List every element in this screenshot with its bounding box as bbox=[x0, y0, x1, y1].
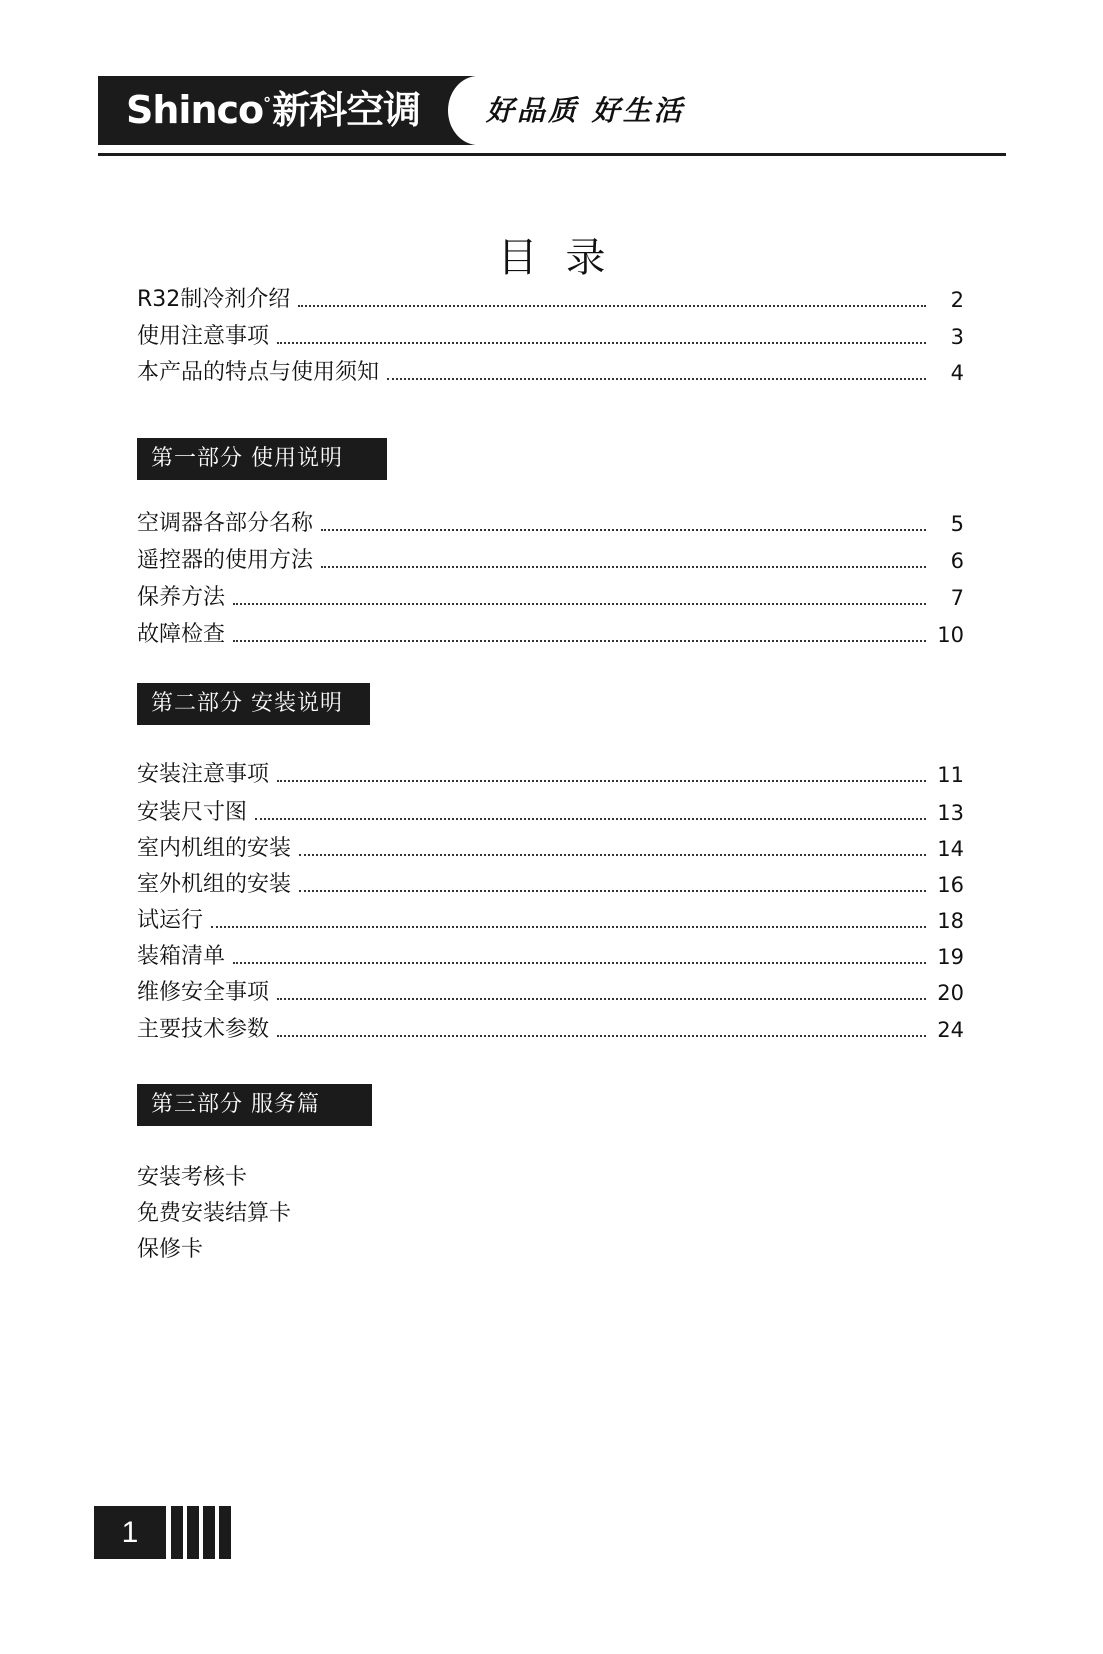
toc-page: 14 bbox=[937, 837, 964, 861]
toc-leader bbox=[299, 854, 926, 856]
toc-page: 6 bbox=[950, 549, 964, 573]
toc-label: 使用注意事项 bbox=[137, 324, 270, 349]
toc-row bbox=[137, 618, 964, 652]
toc-page: 13 bbox=[937, 801, 964, 825]
toc-row bbox=[137, 320, 964, 354]
toc-label: 室外机组的安装 bbox=[137, 872, 292, 897]
toc-page: 11 bbox=[937, 763, 964, 787]
brand-mark: ° bbox=[263, 94, 271, 113]
toc-leader bbox=[277, 1035, 926, 1037]
toc-leader bbox=[298, 305, 926, 307]
toc-row bbox=[137, 1013, 964, 1047]
brand-name: Shinco bbox=[126, 88, 264, 132]
brand-logo bbox=[126, 84, 420, 136]
slogan: 好品质 好生活 bbox=[486, 94, 685, 127]
toc-page: 20 bbox=[937, 981, 964, 1005]
toc-page: 16 bbox=[937, 873, 964, 897]
toc-row bbox=[137, 796, 964, 830]
toc-leader bbox=[277, 780, 926, 782]
stripe bbox=[203, 1506, 215, 1559]
stripe bbox=[171, 1506, 183, 1559]
toc-label: 空调器各部分名称 bbox=[137, 511, 314, 536]
toc-label: 安装尺寸图 bbox=[137, 800, 248, 825]
toc-page: 5 bbox=[950, 512, 964, 536]
toc-row bbox=[137, 758, 964, 792]
toc-leader bbox=[387, 378, 926, 380]
toc-row bbox=[137, 904, 964, 938]
toc-row bbox=[137, 581, 964, 615]
toc-page: 10 bbox=[937, 623, 964, 647]
toc-row bbox=[137, 283, 964, 317]
service-item: 保修卡 bbox=[137, 1237, 204, 1262]
toc-row bbox=[137, 832, 964, 866]
toc-leader bbox=[321, 566, 926, 568]
toc-row bbox=[137, 940, 964, 974]
toc-label: 试运行 bbox=[137, 908, 204, 933]
toc-row bbox=[137, 544, 964, 578]
section-heading: 第三部分 服务篇 bbox=[137, 1084, 372, 1126]
toc-label: 维修安全事项 bbox=[137, 980, 270, 1005]
stripe bbox=[187, 1506, 199, 1559]
brand-name-cn: 新科空调 bbox=[272, 88, 421, 132]
toc-page: 7 bbox=[950, 586, 964, 610]
toc-row bbox=[137, 868, 964, 902]
section-heading: 第二部分 安装说明 bbox=[137, 683, 370, 725]
toc-label: 本产品的特点与使用须知 bbox=[137, 360, 380, 385]
toc-label: 保养方法 bbox=[137, 585, 226, 610]
toc-page: 3 bbox=[950, 325, 964, 349]
toc-leader bbox=[277, 998, 926, 1000]
toc-label: R32制冷剂介绍 bbox=[137, 287, 291, 312]
toc-label: 故障检查 bbox=[137, 622, 226, 647]
toc-label: 主要技术参数 bbox=[137, 1017, 270, 1042]
toc-row bbox=[137, 976, 964, 1010]
toc-leader bbox=[233, 962, 926, 964]
toc-leader bbox=[211, 926, 926, 928]
toc-page: 18 bbox=[937, 909, 964, 933]
toc-label: 装箱清单 bbox=[137, 944, 226, 969]
toc-leader bbox=[233, 640, 926, 642]
toc-label: 安装注意事项 bbox=[137, 762, 270, 787]
toc-row bbox=[137, 507, 964, 541]
toc-leader bbox=[233, 603, 926, 605]
toc-leader bbox=[299, 890, 926, 892]
stripe bbox=[219, 1506, 231, 1559]
page-title: 目录 bbox=[497, 235, 634, 281]
toc-page: 2 bbox=[950, 288, 964, 312]
section-heading: 第一部分 使用说明 bbox=[137, 438, 387, 480]
page-number-stripes bbox=[171, 1506, 235, 1559]
header-divider bbox=[98, 153, 1006, 156]
toc-page: 24 bbox=[937, 1018, 964, 1042]
service-item: 安装考核卡 bbox=[137, 1165, 248, 1190]
service-item: 免费安装结算卡 bbox=[137, 1201, 292, 1226]
toc-leader bbox=[255, 818, 926, 820]
toc-page: 19 bbox=[937, 945, 964, 969]
toc-leader bbox=[277, 342, 926, 344]
toc-row bbox=[137, 356, 964, 390]
toc-leader bbox=[321, 529, 926, 531]
toc-label: 室内机组的安装 bbox=[137, 836, 292, 861]
toc-label: 遥控器的使用方法 bbox=[137, 548, 314, 573]
toc-page: 4 bbox=[950, 361, 964, 385]
page-number: 1 bbox=[94, 1506, 166, 1559]
